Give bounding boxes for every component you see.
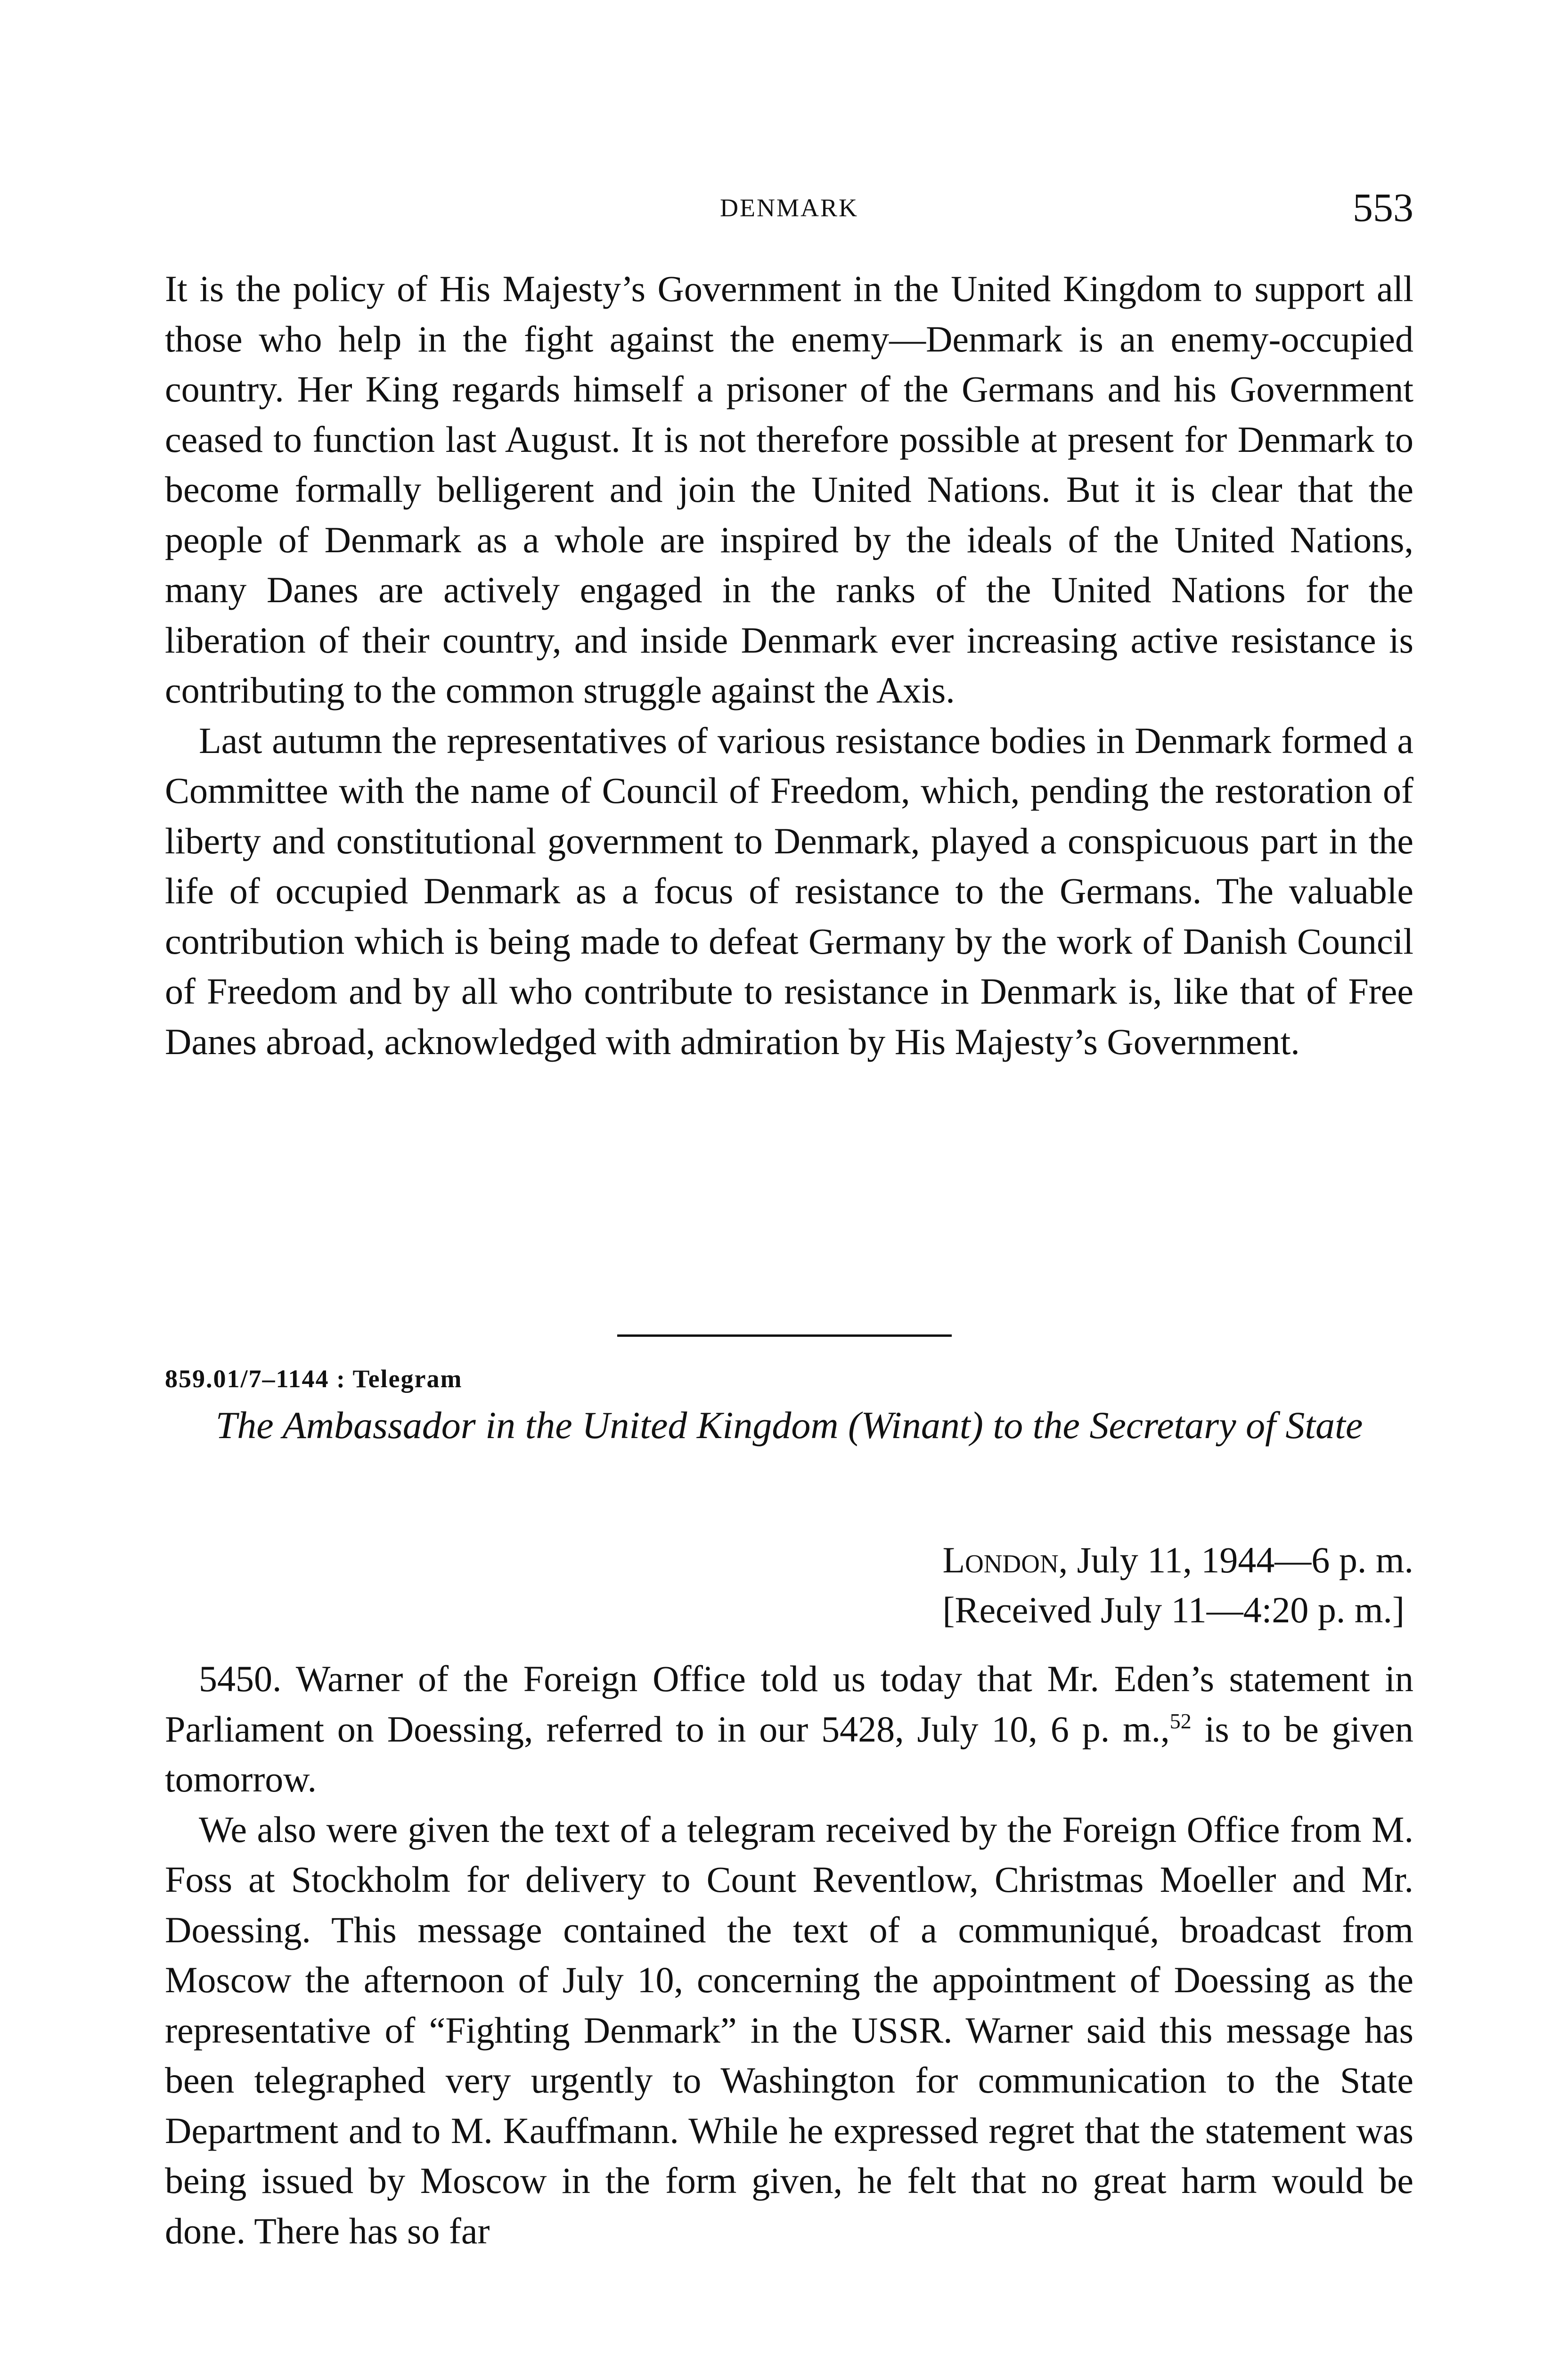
document-heading: The Ambassador in the United Kingdom (Winant) to the Secretary of State (215, 1404, 1363, 1447)
dateline-city: London (942, 1539, 1059, 1580)
dateline-received: [Received July 11—4:20 p. m.] (942, 1589, 1405, 1630)
telegram-paragraph-2: We also were given the text of a telegram received by the Foreign Office from M. Foss at Stockholm for delivery to Count Reventlow, Christmas Moeller and Mr. Doessing. This message contained the text of a communiqué, broadcast from Moscow the afternoon of July 10, concerning the appointment of Doessing as the representative of “Fighting Denmark” in the USSR. Warner said this message has been telegraphed very urgently to Washington for communication to the State Department and to M. Kauffmann. While he expressed regret that the statement was being issued by Moscow in the form given, he felt that no great harm would be done. There has so far (165, 1808, 1413, 2251)
telegram-body (165, 1654, 1413, 2256)
file-reference: 859.01/7–1144 : Telegram (165, 1365, 463, 1393)
dateline (942, 1535, 1413, 1635)
section-statement (165, 264, 1413, 1067)
running-head (165, 184, 1413, 240)
telegram-paragraph-1-tail: is to be given tomorrow. (165, 1708, 1414, 1800)
section-divider (617, 1334, 952, 1337)
running-head-title: DENMARK (719, 194, 858, 222)
statement-paragraph-2: Last autumn the representatives of various resistance bodies in Denmark formed a Committee with the name of Council of Freedom, which, pending the restoration of liberty and constitutional government to Denmark, played a conspicuous part in the life of occupied Denmark as a focus of resistance to the Germans. The valuable contribution which is being made to defeat Germany by the work of Danish Council of Freedom and by all who contribute to resistance in Denmark is, like that of Free Danes abroad, acknowledged with admiration by His Majesty’s Government. (165, 720, 1413, 1062)
footnote-reference: 52 (1169, 1709, 1192, 1733)
statement-paragraph-1: It is the policy of His Majesty’s Government in the United Kingdom to support all those who help in the fight against the enemy—Denmark is an enemy-occupied country. Her King regards himself a prisoner of the Germans and his Government ceased to function last August. It is not therefore possible at present for Denmark to become formally belligerent and join the United Nations. But it is clear that the people of Denmark as a whole are inspired by the ideals of the United Nations, many Danes are actively engaged in the ranks of the United Nations for the liberation of their country, and inside Denmark ever increasing active resistance is contributing to the common struggle against the Axis. (165, 268, 1413, 711)
dateline-date: , July 11, 1944—6 p. m. (1058, 1539, 1413, 1580)
dateline-sent (942, 1535, 1413, 1585)
telegram-paragraph-1 (165, 1654, 1413, 1805)
telegram-paragraph-1-text: 5450. Warner of the Foreign Office told us today that Mr. Eden’s statement in Parliament on Doessing, referred to in our 5428, July 10, 6 p. m., (165, 1658, 1413, 1750)
page-number: 553 (1353, 185, 1413, 230)
